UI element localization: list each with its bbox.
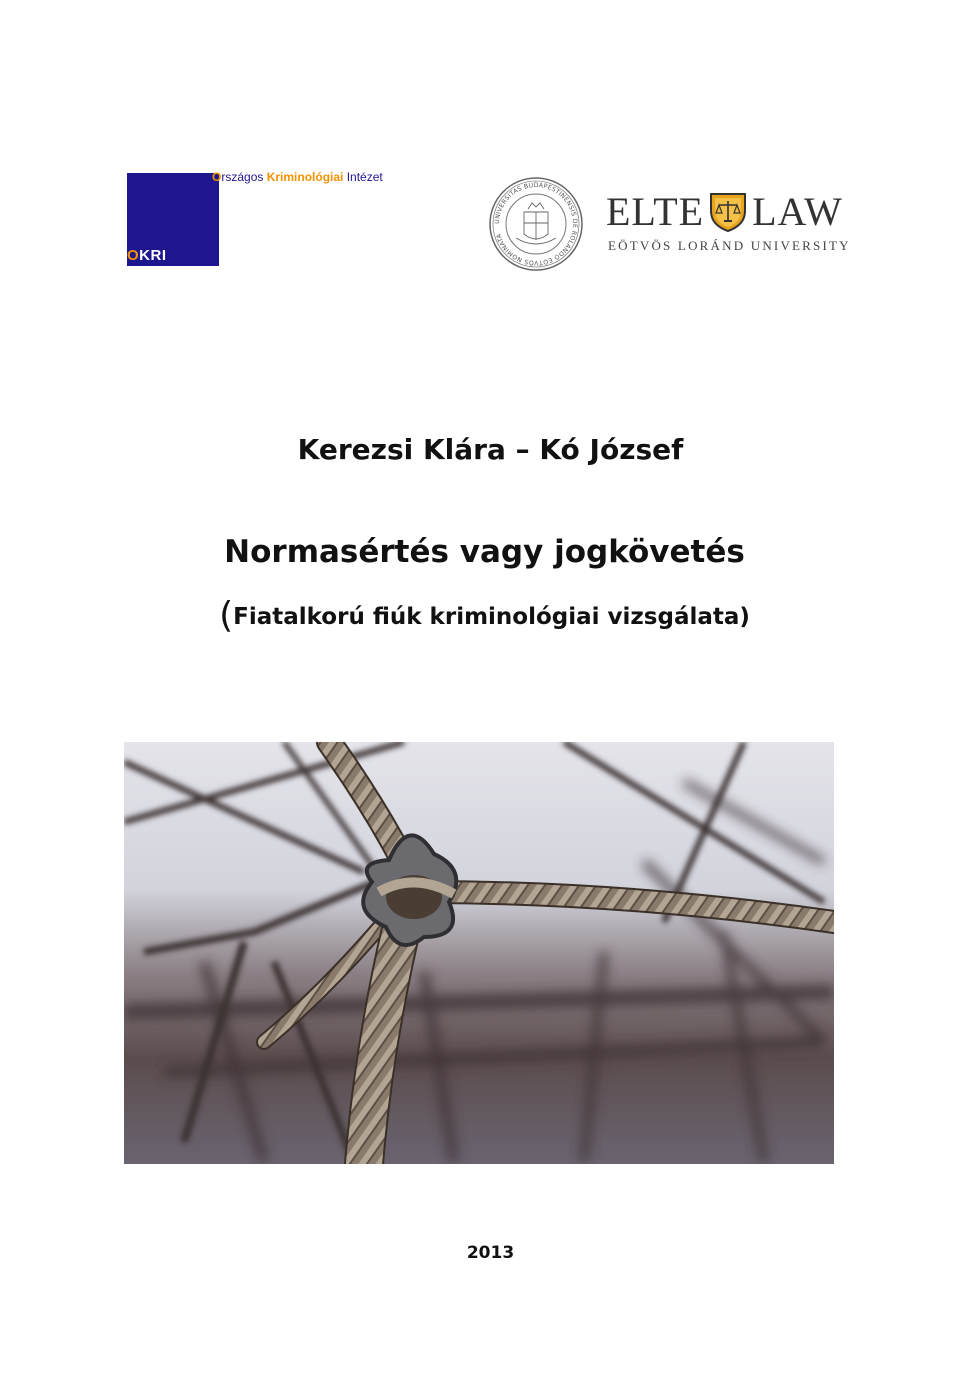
okri-logo-abbreviation bbox=[127, 246, 167, 266]
publication-year: 2013 bbox=[466, 1243, 515, 1263]
subtitle-open-paren: ( bbox=[219, 595, 234, 636]
okri-abbr-rest: KRI bbox=[139, 247, 167, 264]
document-title: Normasértés vagy jogkövetés bbox=[224, 534, 745, 570]
authors: Kerezsi Klára – Kó József bbox=[297, 433, 684, 466]
rope-net-photo-icon bbox=[124, 742, 834, 1164]
okri-name-part2: Kriminológiai bbox=[266, 170, 344, 184]
okri-name-part3: Intézet bbox=[343, 170, 383, 184]
subtitle-text: Fiatalkorú fiúk kriminológiai vizsgálata) bbox=[233, 604, 750, 630]
okri-name-first-letter: O bbox=[212, 170, 222, 184]
law-word: LAW bbox=[752, 189, 843, 234]
university-seal-icon bbox=[488, 176, 584, 272]
seal-ring-text: UNIVERSITAS BUDAPESTINENSIS DE ROLANDO EÖTVÖS NOMINATA bbox=[493, 181, 579, 267]
okri-abbr-o: O bbox=[127, 247, 140, 264]
elte-word: ELTE bbox=[606, 189, 705, 234]
document-subtitle bbox=[0, 596, 969, 637]
okri-logo-name bbox=[212, 170, 383, 184]
okri-name-part1: rszágos bbox=[221, 170, 267, 184]
elte-subtitle: EÖTVÖS LORÁND UNIVERSITY bbox=[608, 238, 851, 253]
elte-shield-icon bbox=[708, 191, 748, 233]
elte-law-logo bbox=[606, 190, 843, 234]
